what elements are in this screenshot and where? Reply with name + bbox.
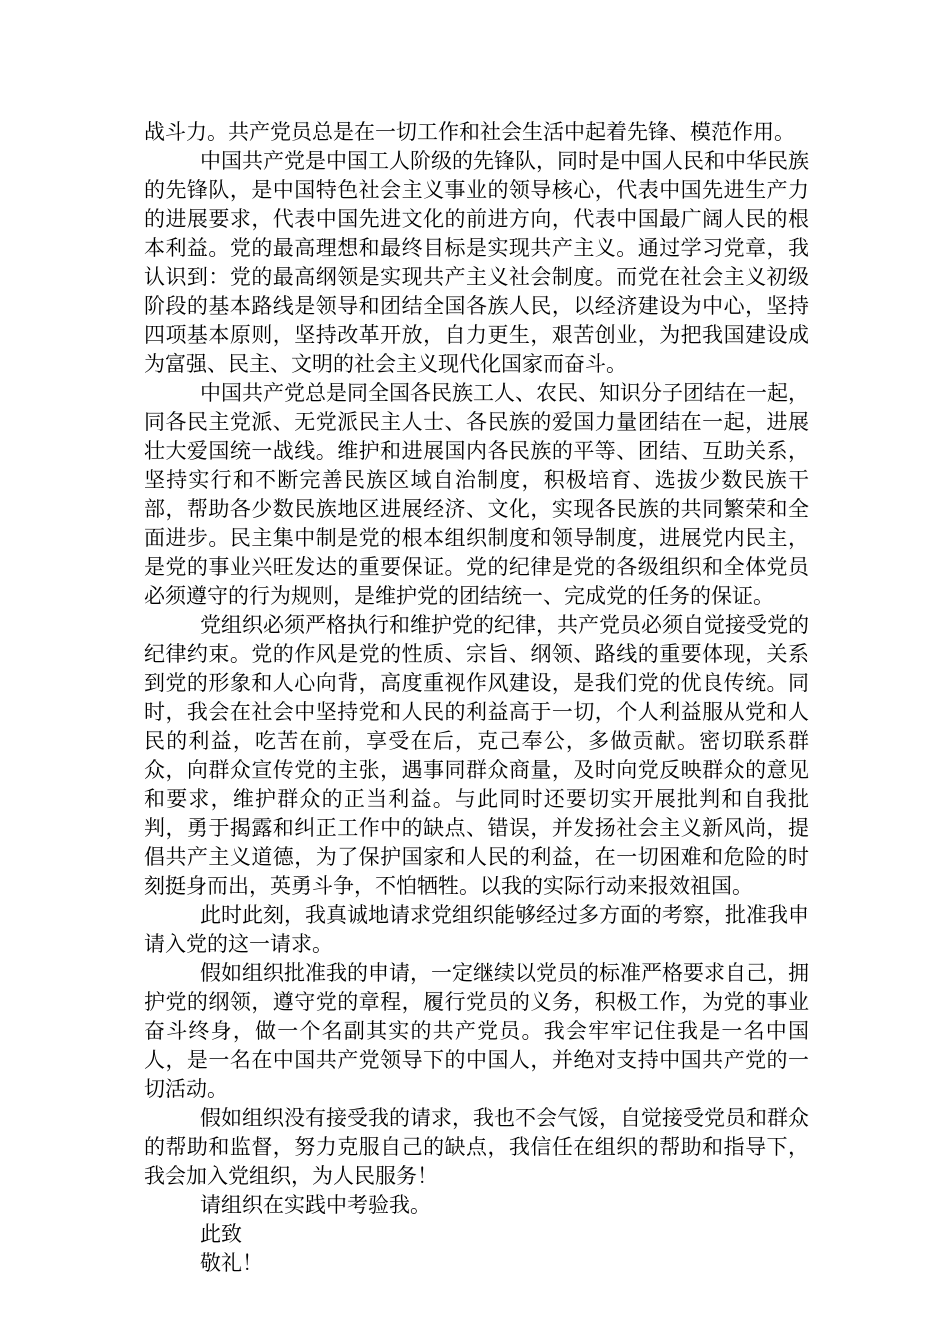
- salutation: 此致: [200, 1222, 242, 1246]
- paragraph-if-not-approved: 假如组织没有接受我的请求，我也不会气馁，自觉接受党员和群众的帮助和监督，努力克服自己的缺点，我信任在组织的帮助和指导下，我会加入党组织，为人民服务！: [144, 1106, 809, 1188]
- paragraph-party-nature: 中国共产党是中国工人阶级的先锋队，同时是中国人民和中华民族的先锋队，是中国特色社会主义事业的领导核心，代表中国先进生产力的进展要求，代表中国先进文化的前进方向，代表中国最广阔人民的根本利益。党的最高理想和最终目标是实现共产主义。通过学习党章，我认识到：党的最高纲领是实现共产主义社会制度。而党在社会主义初级阶段的基本路线是领导和团结全国各族人民，以经济建设为中心，坚持四项基本原则，坚持改革开放，自力更生，艰苦创业，为把我国建设成为富强、民主、文明的社会主义现代化国家而奋斗。: [144, 149, 809, 376]
- paragraph-continuation: 战斗力。共产党员总是在一切工作和社会生活中起着先锋、模范作用。: [144, 120, 795, 144]
- paragraph-united-front: 中国共产党总是同全国各民族工人、农民、知识分子团结在一起，同各民主党派、无党派民主人士、各民族的爱国力量团结在一起，进展壮大爱国统一战线。维护和进展国内各民族的平等、团结、互助关系，坚持实行和不断完善民族区域自治制度，积极培育、选拔少数民族干部，帮助各少数民族地区进展经济、文化，实现各民族的共同繁荣和全面进步。民主集中制是党的根本组织制度和领导制度，进展党内民主，是党的事业兴旺发达的重要保证。党的纪律是党的各级组织和全体党员必须遵守的行为规则，是维护党的团结统一、完成党的任务的保证。: [144, 381, 809, 608]
- paragraph-request: 此时此刻，我真诚地请求党组织能够经过多方面的考察，批准我申请入党的这一请求。: [144, 903, 809, 956]
- paragraph-if-approved: 假如组织批准我的申请，一定继续以党员的标准严格要求自己，拥护党的纲领，遵守党的章程，履行党员的义务，积极工作，为党的事业奋斗终身，做一个名副其实的共产党员。我会牢牢记住我是一名中国人，是一名在中国共产党领导下的中国人，并绝对支持中国共产党的一切活动。: [144, 961, 809, 1101]
- paragraph-discipline: 党组织必须严格执行和维护党的纪律，共产党员必须自觉接受党的纪律约束。党的作风是党的性质、宗旨、纲领、路线的重要体现，关系到党的形象和人心向背，高度重视作风建设，是我们党的优良传统。同时，我会在社会中坚持党和人民的利益高于一切，个人利益服从党和人民的利益，吃苦在前，享受在后，克己奉公，多做贡献。密切联系群众，向群众宣传党的主张，遇事同群众商量，及时向党反映群众的意见和要求，维护群众的正当利益。与此同时还要切实开展批判和自我批判，勇于揭露和纠正工作中的缺点、错误，并发扬社会主义新风尚，提倡共产主义道德，为了保护国家和人民的利益，在一切困难和危险的时刻挺身而出，英勇斗争，不怕牺牲。以我的实际行动来报效祖国。: [144, 613, 809, 898]
- respects: 敬礼！: [200, 1251, 263, 1275]
- closing-request: 请组织在实践中考验我。: [200, 1193, 431, 1217]
- document-body: [144, 118, 809, 1278]
